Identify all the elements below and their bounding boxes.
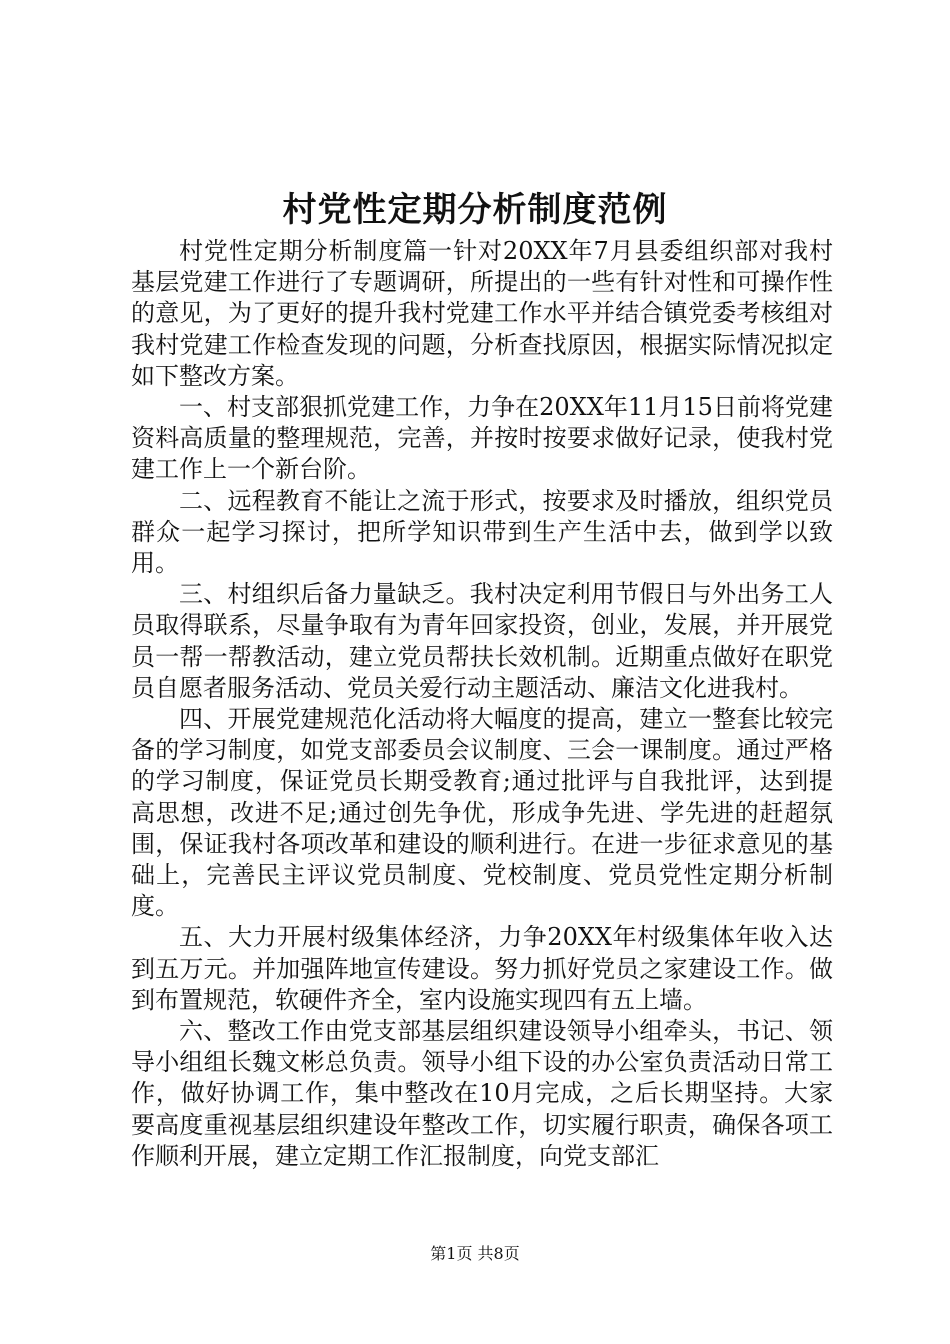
page-number-footer: 第1页 共8页 [430, 1244, 520, 1263]
paragraph-item-6: 六、整改工作由党支部基层组织建设领导小组牵头，书记、领导小组组长魏文彬总负责。领导小组下设的办公室负责活动日常工作，做好协调工作，集中整改在10月完成，之后长期坚持。大家要高度重视基层组织建设年整改工作，切实履行职责，确保各项工作顺利开展，建立定期工作汇报制度，向党支部汇 [131, 1017, 833, 1170]
paragraph-item-5: 五、大力开展村级集体经济，力争20XX年村级集体年收入达到五万元。并加强阵地宣传建设。努力抓好党员之家建设工作。做到布置规范，软硬件齐全，室内设施实现四有五上墙。 [131, 923, 833, 1014]
document-title: 村党性定期分析制度范例 [282, 190, 668, 230]
document-body [131, 236, 833, 1172]
paragraph-item-3: 三、村组织后备力量缺乏。我村决定利用节假日与外出务工人员取得联系，尽量争取有为青年回家投资，创业，发展，并开展党员一帮一帮教活动，建立党员帮扶长效机制。近期重点做好在职党员自愿者服务活动、党员关爱行动主题活动、廉洁文化进我村。 [131, 580, 833, 702]
paragraph-item-2: 二、远程教育不能让之流于形式，按要求及时播放，组织党员群众一起学习探讨，把所学知识带到生产生活中去，做到学以致用。 [131, 486, 833, 578]
paragraph-item-4: 四、开展党建规范化活动将大幅度的提高，建立一整套比较完备的学习制度，如党支部委员会议制度、三会一课制度。通过严格的学习制度，保证党员长期受教育;通过批评与自我批评，达到提高思想，改进不足;通过创先争优，形成争先进、学先进的赶超氛围，保证我村各项改革和建设的顺利进行。在进一步征求意见的基础上，完善民主评议党员制度、党校制度、党员党性定期分析制度。 [131, 705, 833, 921]
paragraph-item-1: 一、村支部狠抓党建工作，力争在20XX年11月15日前将党建资料高质量的整理规范，完善，并按时按要求做好记录，使我村党建工作上一个新台阶。 [131, 393, 833, 484]
paragraph-intro: 村党性定期分析制度篇一针对20XX年7月县委组织部对我村基层党建工作进行了专题调研，所提出的一些有针对性和可操作性的意见，为了更好的提升我村党建工作水平并结合镇党委考核组对我村党建工作检查发现的问题，分析查找原因，根据实际情况拟定如下整改方案。 [131, 237, 833, 390]
